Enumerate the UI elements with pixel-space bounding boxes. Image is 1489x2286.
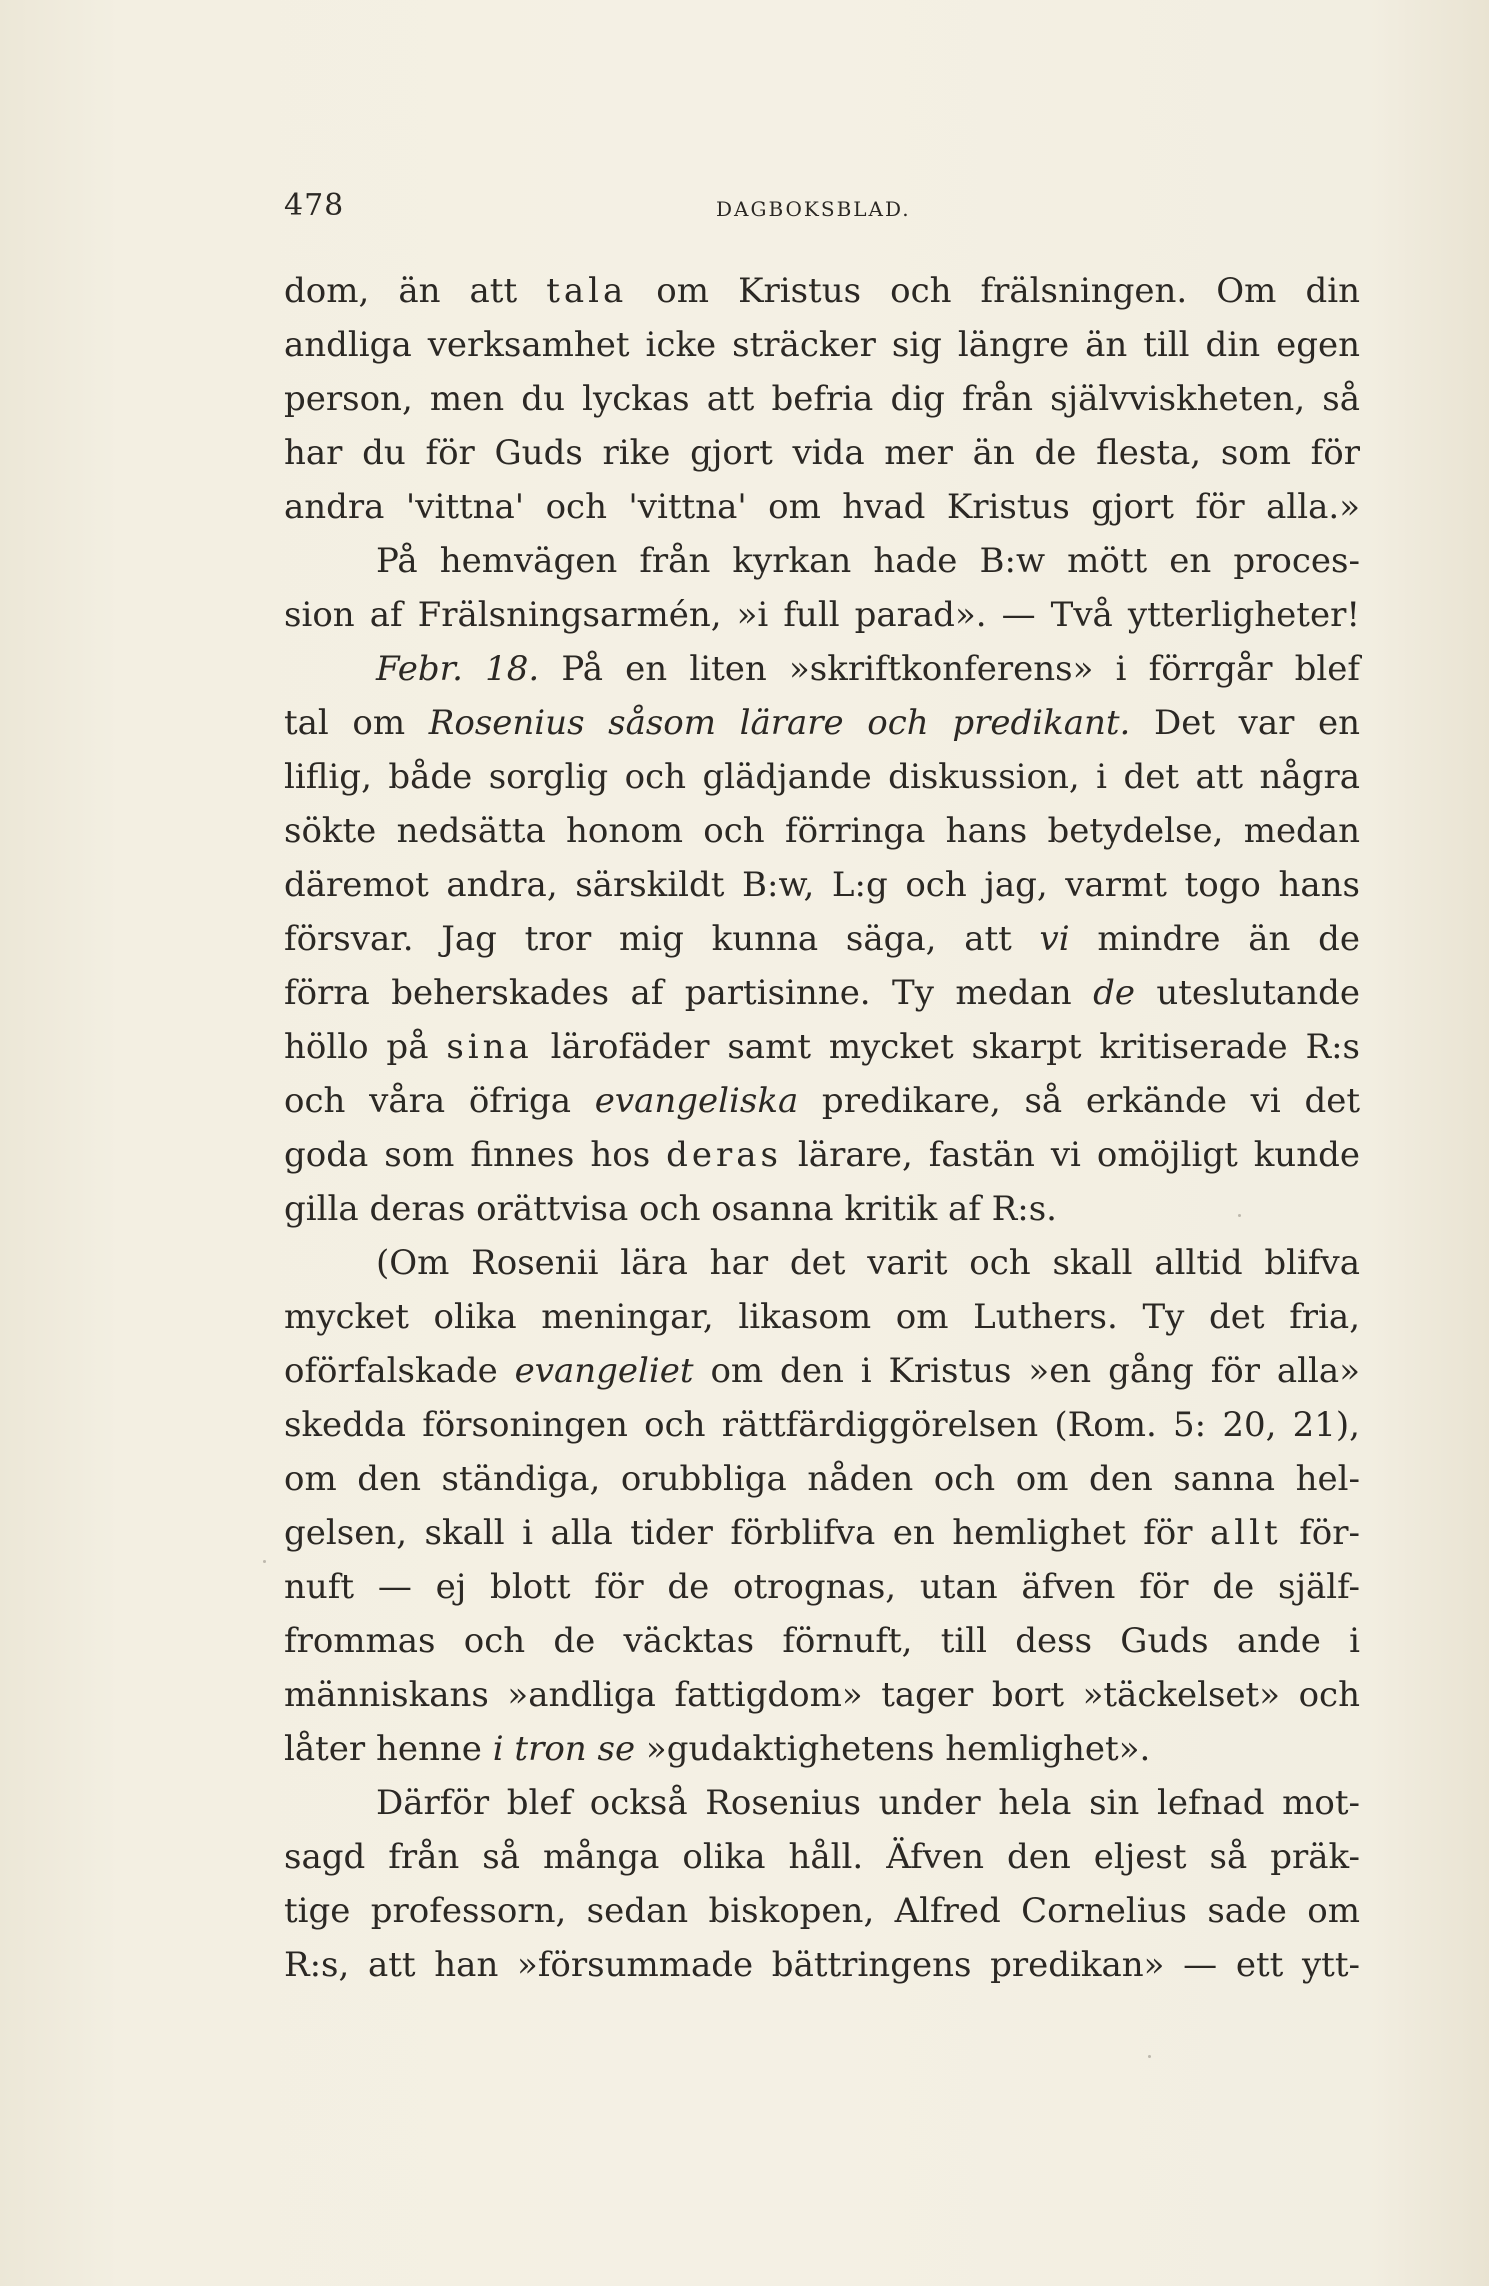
text-line: andliga verksamhet icke sträcker sig längre än till din egen	[284, 325, 1360, 365]
text-line: oförfalskade evangeliet om den i Kristus »en gång för alla»	[284, 1351, 1360, 1391]
diary-date: Febr. 18.	[376, 649, 540, 689]
text-line: förra beherskades af partisinne. Ty medan de uteslutande	[284, 973, 1360, 1013]
text-line: goda som finnes hos deras lärare, fastän vi omöjligt kunde	[284, 1135, 1360, 1175]
text-line: gilla deras orättvisa och osanna kritik af R:s.	[284, 1189, 1057, 1229]
text-line: frommas och de väcktas förnuft, till dess Guds ande i	[284, 1621, 1360, 1661]
page-header	[284, 188, 1360, 232]
running-title: DAGBOKSBLAD.	[716, 197, 911, 221]
text-line: Febr. 18. På en liten »skriftkonferens» i förrgår blef	[376, 649, 1360, 689]
text-line: har du för Guds rike gjort vida mer än de flesta, som för	[284, 433, 1360, 473]
text-line: låter henne i tron se »gudaktighetens hemlighet».	[284, 1729, 1151, 1769]
text-line: försvar. Jag tror mig kunna säga, att vi mindre än de	[284, 919, 1360, 959]
text-line: människans »andliga fattigdom» tager bort »täckelset» och	[284, 1675, 1360, 1715]
text-line: På hemvägen från kyrkan hade B:w mött en proces-	[376, 541, 1360, 581]
text-line: sagd från så många olika håll. Äfven den eljest så präk-	[284, 1837, 1360, 1877]
text-line: gelsen, skall i alla tider förblifva en hemlighet för allt för-	[284, 1513, 1361, 1553]
text-line: mycket olika meningar, likasom om Luthers. Ty det fria,	[284, 1297, 1360, 1337]
text-line: dom, än att tala om Kristus och frälsningen. Om din	[284, 271, 1360, 311]
body-text	[284, 264, 1360, 1992]
text-line: liflig, både sorglig och glädjande diskussion, i det att några	[284, 757, 1360, 797]
text-line: R:s, att han »försummade bättringens predikan» — ett ytt-	[284, 1945, 1360, 1985]
text-line: sökte nedsätta honom och förringa hans betydelse, medan	[284, 811, 1360, 851]
text-line: andra 'vittna' och 'vittna' om hvad Kristus gjort för alla.»	[284, 487, 1360, 527]
page-number: 478	[284, 188, 345, 223]
text-line: höllo på sina lärofäder samt mycket skarpt kritiserade R:s	[284, 1027, 1360, 1067]
paper-speck	[1238, 1214, 1241, 1217]
text-line: om den ständiga, orubbliga nåden och om den sanna hel-	[284, 1459, 1360, 1499]
text-line: tige professorn, sedan biskopen, Alfred Cornelius sade om	[284, 1891, 1360, 1931]
text-line: tal om Rosenius såsom lärare och predikant. Det var en	[284, 703, 1360, 743]
text-line: person, men du lyckas att befria dig från självviskheten, så	[284, 379, 1360, 419]
text-line: Därför blef också Rosenius under hela sin lefnad mot-	[376, 1783, 1360, 1823]
text-line: skedda försoningen och rättfärdiggörelsen (Rom. 5: 20, 21),	[284, 1405, 1360, 1445]
text-line: däremot andra, särskildt B:w, L:g och jag, varmt togo hans	[284, 865, 1360, 905]
paper-speck	[263, 1560, 266, 1563]
text-line: nuft — ej blott för de otrognas, utan äfven för de själf-	[284, 1567, 1360, 1607]
paper-speck	[1148, 2055, 1151, 2058]
text-line: och våra öfriga evangeliska predikare, så erkände vi det	[284, 1081, 1360, 1121]
text-line: sion af Frälsningsarmén, »i full parad». — Två ytterligheter!	[284, 595, 1360, 635]
text-line: (Om Rosenii lära har det varit och skall alltid blifva	[376, 1243, 1360, 1283]
